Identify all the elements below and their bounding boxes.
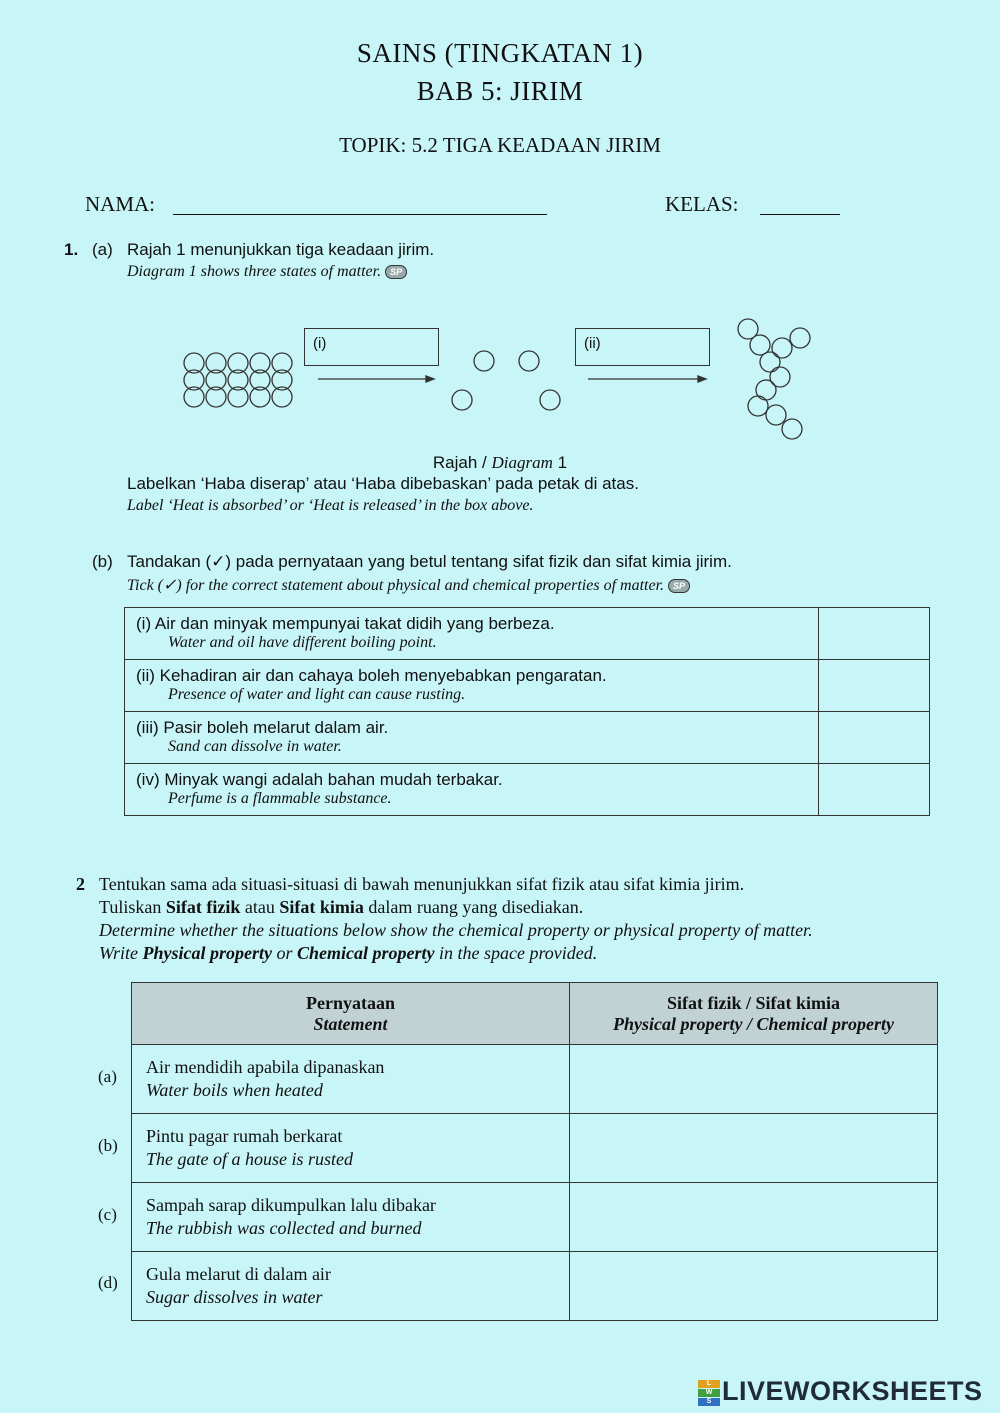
- sp-badge-icon: SP: [668, 579, 690, 593]
- liquid-particles: [738, 319, 810, 439]
- table-row: Air mendidih apabila dipanaskan Water boils when heated: [132, 1045, 938, 1114]
- class-field[interactable]: [760, 214, 840, 215]
- arrow-2: [588, 376, 706, 382]
- liveworksheets-brand: LIVEWORKSHEETS: [722, 1376, 983, 1406]
- q1b-text-en: Tick (✓) for the correct statement about physical and chemical properties of matter. SP: [127, 575, 690, 595]
- q1a-instruction-en: Label ‘Heat is absorbed’ or ‘Heat is released’ in the box above.: [127, 497, 534, 514]
- properties-table: [131, 982, 938, 1321]
- q2-number: 2: [76, 874, 85, 894]
- q1-number: 1.: [64, 240, 79, 259]
- tick-box[interactable]: [819, 712, 930, 764]
- tick-box[interactable]: [819, 764, 930, 816]
- row-letter-c: (c): [98, 1205, 117, 1224]
- q2-instruction-en-1: Determine whether the situations below show the chemical property or physical property of matter.: [99, 920, 813, 940]
- table-row: (i) Air dan minyak mempunyai takat didih yang berbeza. Water and oil have different boiling point.: [125, 608, 930, 660]
- title-line-2: BAB 5: JIRIM: [416, 76, 584, 106]
- row-letter-d: (d): [98, 1273, 118, 1292]
- q1a-label: (a): [92, 240, 113, 259]
- topic-heading: TOPIK: 5.2 TIGA KEADAAN JIRIM: [339, 133, 661, 157]
- heat-label-box-1[interactable]: (i): [304, 328, 439, 366]
- row-letter-b: (b): [98, 1136, 118, 1155]
- class-label: KELAS:: [665, 192, 739, 216]
- sp-badge-icon: SP: [385, 265, 407, 279]
- table-row: (iv) Minyak wangi adalah bahan mudah terbakar. Perfume is a flammable substance.: [125, 764, 930, 816]
- table-row: Pintu pagar rumah berkarat The gate of a house is rusted: [132, 1114, 938, 1183]
- table-row: (iii) Pasir boleh melarut dalam air. Sand can dissolve in water.: [125, 712, 930, 764]
- tick-box[interactable]: [819, 660, 930, 712]
- answer-cell[interactable]: [570, 1252, 938, 1321]
- q2-instruction-ms-2: Tuliskan Sifat fizik atau Sifat kimia dalam ruang yang disediakan.: [99, 897, 584, 917]
- q1a-text-en: Diagram 1 shows three states of matter. SP: [127, 263, 407, 281]
- states-of-matter-diagram: [170, 310, 830, 450]
- table-row: Gula melarut di dalam air Sugar dissolves in water: [132, 1252, 938, 1321]
- q2-instruction-en-2: Write Physical property or Chemical property in the space provided.: [99, 943, 598, 963]
- q1b-label: (b): [92, 552, 113, 571]
- liveworksheets-logo-icon: L W S: [698, 1380, 720, 1406]
- name-field[interactable]: [173, 214, 547, 215]
- tick-table: [124, 607, 930, 816]
- solid-particles: [184, 353, 292, 407]
- name-label: NAMA:: [85, 192, 156, 216]
- title-line-1: SAINS (TINGKATAN 1): [356, 38, 644, 68]
- gas-particles: [452, 351, 560, 410]
- answer-cell[interactable]: [570, 1183, 938, 1252]
- arrow-1: [318, 376, 434, 382]
- q1a-text-ms: Rajah 1 menunjukkan tiga keadaan jirim.: [127, 240, 435, 259]
- answer-cell[interactable]: [570, 1114, 938, 1183]
- heat-label-box-2[interactable]: (ii): [575, 328, 710, 366]
- q2-instruction-ms-1: Tentukan sama ada situasi-situasi di bawah menunjukkan sifat fizik atau sifat kimia jirim.: [99, 874, 745, 894]
- diagram-caption: Rajah / Diagram 1: [432, 453, 568, 472]
- table-header: Pernyataan Statement Sifat fizik / Sifat kimia Physical property / Chemical property: [132, 983, 938, 1045]
- table-row: (ii) Kehadiran air dan cahaya boleh menyebabkan pengaratan. Presence of water and light can cause rusting.: [125, 660, 930, 712]
- q1b-text-ms: Tandakan (✓) pada pernyataan yang betul tentang sifat fizik dan sifat kimia jirim.: [127, 552, 732, 571]
- row-letter-a: (a): [98, 1067, 117, 1086]
- tick-box[interactable]: [819, 608, 930, 660]
- table-row: Sampah sarap dikumpulkan lalu dibakar The rubbish was collected and burned: [132, 1183, 938, 1252]
- answer-cell[interactable]: [570, 1045, 938, 1114]
- q1a-instruction-ms: Labelkan ‘Haba diserap’ atau ‘Haba dibebaskan’ pada petak di atas.: [127, 474, 639, 493]
